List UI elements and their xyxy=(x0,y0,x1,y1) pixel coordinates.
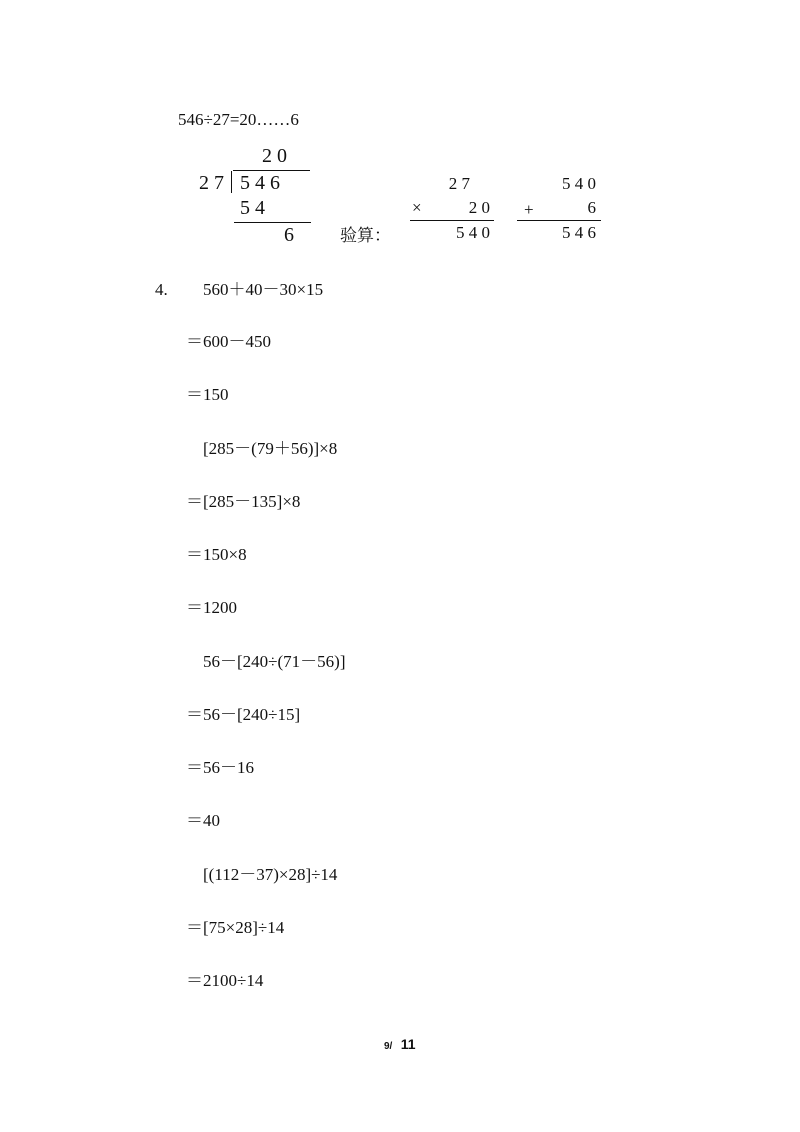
division-bracket xyxy=(231,171,232,193)
subtrahend: 5 4 xyxy=(240,197,265,219)
check-label: 验算： xyxy=(340,226,391,245)
problem-line: ＝150×8 xyxy=(186,545,247,564)
remainder: 6 xyxy=(284,224,294,246)
subtraction-line xyxy=(234,222,311,223)
problem-line: 560＋40－30×15 xyxy=(203,280,324,299)
mult-result: 5 4 0 xyxy=(456,223,490,242)
add-bottom: 6 xyxy=(587,198,596,217)
add-operator: + xyxy=(524,200,534,219)
problem-line: ＝40 xyxy=(186,811,220,830)
mult-operator: × xyxy=(412,198,422,217)
add-line xyxy=(517,220,601,221)
quotient: 2 0 xyxy=(262,145,287,167)
problem-line: ＝56－[240÷15] xyxy=(186,705,301,724)
mult-line xyxy=(410,220,494,221)
add-top: 5 4 0 xyxy=(562,174,596,193)
division-bar xyxy=(233,170,310,171)
problem-line: ＝56－16 xyxy=(186,758,254,777)
problem-line: ＝1200 xyxy=(186,598,237,617)
problem-line: ＝2100÷14 xyxy=(186,971,264,990)
mult-bottom: 2 0 xyxy=(468,198,490,217)
problem-line: [285－(79＋56)]×8 xyxy=(203,439,338,458)
add-result: 5 4 6 xyxy=(562,223,596,242)
problem-line: ＝[285－135]×8 xyxy=(186,492,301,511)
page-total: 11 xyxy=(400,1036,416,1052)
problem-line: ＝[75×28]÷14 xyxy=(186,918,285,937)
problem-line: [(112－37)×28]÷14 xyxy=(203,865,338,884)
problem-line: 56－[240÷(71－56)] xyxy=(203,652,346,671)
page-current: 9/ xyxy=(384,1041,393,1052)
page-number xyxy=(384,1036,416,1054)
divisor: 2 7 xyxy=(199,172,224,194)
problem-line: ＝150 xyxy=(186,385,229,404)
problem-line: ＝600－450 xyxy=(186,332,271,351)
dividend: 5 4 6 xyxy=(240,172,280,194)
division-equation: 546÷27=20……6 xyxy=(178,110,299,129)
problem-number: 4. xyxy=(155,280,168,299)
mult-top: 2 7 xyxy=(448,174,470,193)
